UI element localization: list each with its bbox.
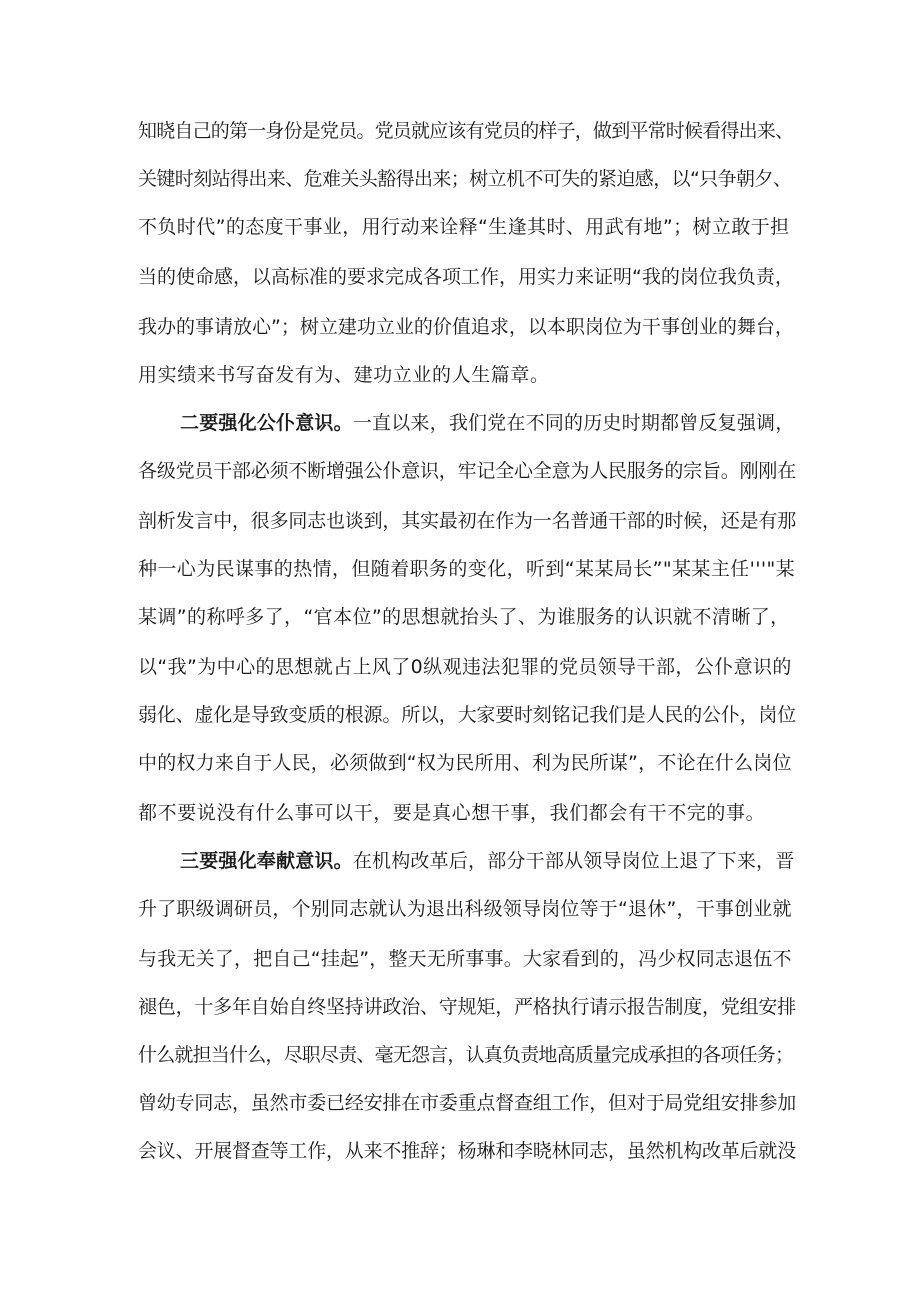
paragraph2-line: 弱化、虚化是导致变质的根源。所以，大家要时刻铭记我们是人民的公仆，岗位 [138,704,797,726]
paragraph3-first-line [180,849,794,873]
paragraph2-line: 种一心为民谋事的热情，但随着职务的变化，听到“某某局长”"某某主任'''"某 [138,558,796,580]
paragraph1-line: 用实绩来书写奋发有为、建功立业的人生篇章。 [138,364,550,386]
paragraph3-first-line-text: 在机构改革后，部分干部从领导岗位上退了下来，晋 [352,850,795,872]
paragraph2-line: 都不要说没有什么事可以干，要是真心想干事，我们都会有干不完的事。 [138,802,766,824]
paragraph1-line: 关键时刻站得出来、危难关头豁得出来；树立机不可失的紧迫感，以“只争朝夕、 [138,168,792,190]
paragraph2-first-line [180,411,794,435]
paragraph3-line: 曾幼专同志，虽然市委已经安排在市委重点督查组工作，但对于局党组安排参加 [138,1092,797,1114]
paragraph2-line: 剖析发言中，很多同志也谈到，其实最初在作为一名普通干部的时候，还是有那 [138,510,797,532]
paragraph3-line: 会议、开展督查等工作，从来不推辞；杨琳和李晓林同志，虽然机构改革后就没 [138,1140,797,1162]
paragraph3-line: 褪色，十多年自始自终坚持讲政治、守规矩，严格执行请示报告制度，党组安排 [138,996,797,1018]
paragraph1-line: 我办的事请放心”；树立建功立业的价值追求，以本职岗位为干事创业的舞台， [138,316,794,338]
paragraph1-line: 当的使命感，以高标准的要求完成各项工作，用实力来证明“我的岗位我负责， [138,266,794,288]
paragraph3-line: 升了职级调研员，个别同志就认为退出科级领导岗位等于“退休”，干事创业就 [138,898,792,920]
paragraph2-line: 各级党员干部必须不断增强公仆意识，牢记全心全意为人民服务的宗旨。刚刚在 [138,460,797,482]
paragraph3-line: 与我无关了，把自己“挂起”，整天无所事事。大家看到的，冯少权同志退伍不 [138,948,792,970]
paragraph2-line: 某调”的称呼多了，“官本位”的思想就抬头了、为谁服务的认识就不清晰了， [138,606,790,628]
paragraph1-line: 不负时代”的态度干事业，用行动来诠释“生逢其时、用武有地”；树立敢于担 [138,216,790,238]
paragraph2-line: 中的权力来自于人民，必须做到“权为民所用、利为民所谋”，不论在什么岗位 [138,752,792,774]
paragraph3-heading: 三要强化奉献意识。 [180,850,353,872]
paragraph2-first-line-text: 一直以来，我们党在不同的历史时期都曾反复强调， [352,412,795,434]
paragraph2-line: 以“我”为中心的思想就占上风了0纵观违法犯罪的党员领导干部，公仆意识的 [138,656,792,678]
paragraph2-heading: 二要强化公仆意识。 [180,412,353,434]
paragraph3-line: 什么就担当什么，尽职尽责、毫无怨言，认真负责地高质量完成承担的各项任务； [138,1044,794,1066]
paragraph1-line: 知晓自己的第一身份是党员。党员就应该有党员的样子，做到平常时候看得出来、 [138,120,794,142]
